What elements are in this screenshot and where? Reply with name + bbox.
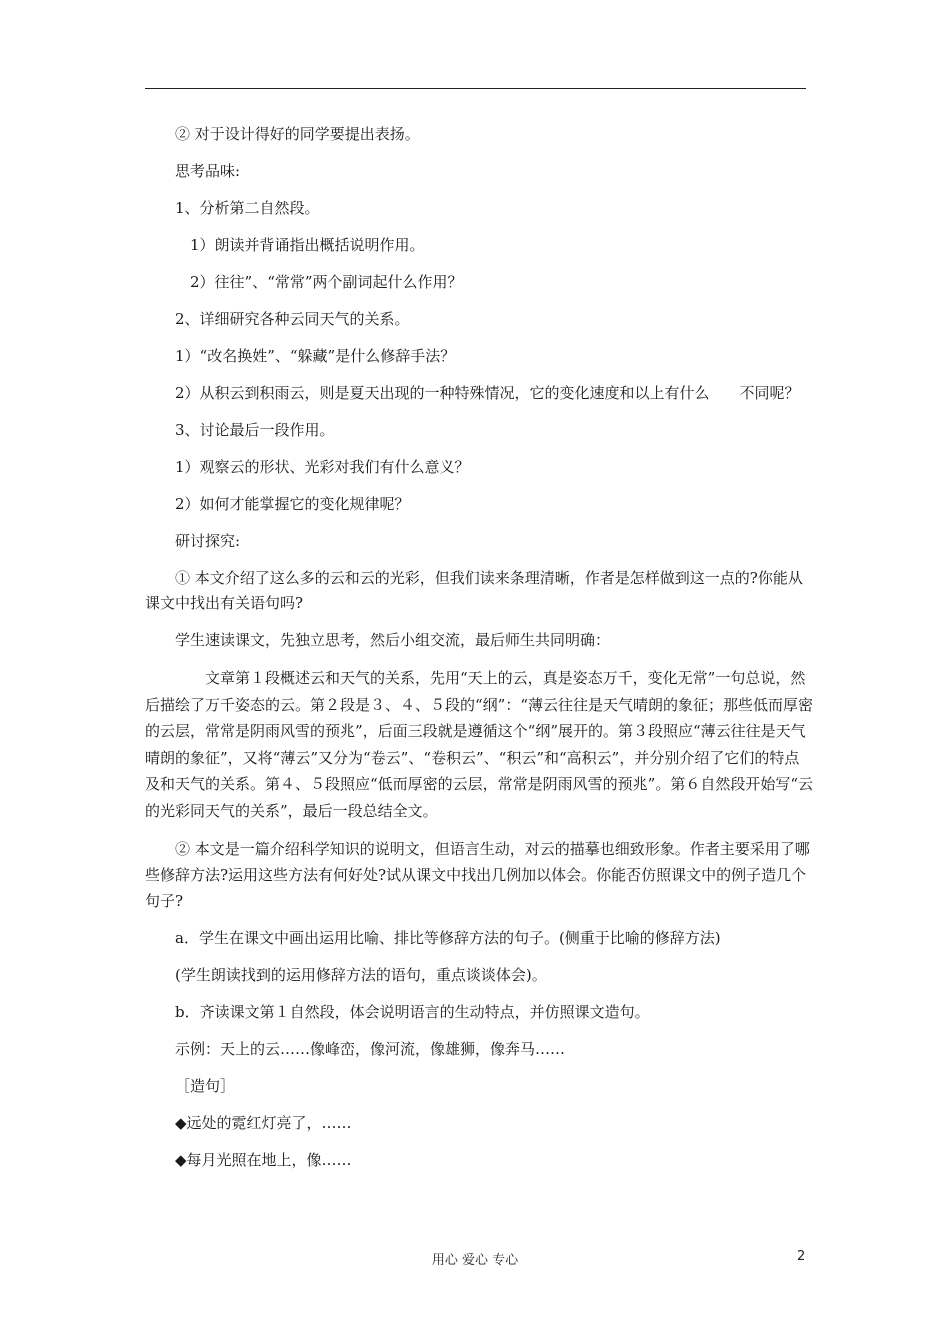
paragraph: ◆远处的霓红灯亮了，…… <box>175 1114 352 1132</box>
document-body <box>145 122 813 1185</box>
paragraph: ◆每月光照在地上，像…… <box>175 1151 352 1169</box>
paragraph: 研讨探究: <box>175 532 241 550</box>
paragraph: 1）观察云的形状、光彩对我们有什么意义？ <box>175 458 470 476</box>
paragraph: 2、详细研究各种云同天气的关系。 <box>175 310 410 328</box>
paragraph: 2）从积云到积雨云，则是夏天出现的一种特殊情况，它的变化速度和以上有什么 不同呢？ <box>175 384 800 402</box>
paragraph: ① 本文介绍了这么多的云和云的光彩，但我们读来条理清晰，作者是怎样做到这一点的?你能从课文中找出有关语句吗? <box>145 569 803 612</box>
page-number: 2 <box>797 1249 806 1264</box>
paragraph: (学生朗读找到的运用修辞方法的语句，重点谈谈体会)。 <box>175 966 547 984</box>
paragraph: ② 本文是一篇介绍科学知识的说明文，但语言生动，对云的描摹也细致形象。作者主要采用了哪些修辞方法?运用这些方法有何好处?试从课文中找出几例加以体会。你能否仿照课文中的例子造几个句子? <box>145 840 810 910</box>
paragraph: b．齐读课文第１自然段，体会说明语言的生动特点，并仿照课文造句。 <box>175 1003 650 1021</box>
paragraph: ② 对于设计得好的同学要提出表扬。 <box>175 125 420 143</box>
paragraph: 文章第１段概述云和天气的关系，先用“天上的云，真是姿态万千，变化无常”一句总说，然后描绘了万千姿态的云。第２段是３、４、５段的“纲”：“薄云往往是天气晴朗的象征；那些低而厚密的云层，常常是阴雨风雪的预兆”，后面三段就是遵循这个“纲”展开的。第３段照应“薄云往往是天气晴朗的象征”，又将“薄云”又分为“卷云”、“卷积云”、“积云”和“高积云”，并分别介绍了它们的特点及和天气的关系。第４、５段照应“低而厚密的云层，常常是阴雨风雪的预兆”。第６自然段开始写“云的光彩同天气的关系”，最后一段总结全文。 <box>145 669 814 820</box>
paragraph: 2）如何才能掌握它的变化规律呢？ <box>175 495 410 513</box>
paragraph: 示例：天上的云……像峰峦，像河流，像雄狮，像奔马…… <box>175 1040 566 1058</box>
paragraph: ［造句］ <box>175 1077 236 1095</box>
header-rule <box>145 88 806 89</box>
paragraph: 思考品味: <box>175 162 241 180</box>
paragraph: a．学生在课文中画出运用比喻、排比等修辞方法的句子。(侧重于比喻的修辞方法) <box>175 929 721 947</box>
paragraph: 1、分析第二自然段。 <box>175 199 320 217</box>
paragraph: 3、讨论最后一段作用。 <box>175 421 335 439</box>
paragraph: 1）朗读并背诵指出概括说明作用。 <box>190 236 425 254</box>
paragraph: 1）“改名换姓”、“躲藏”是什么修辞手法？ <box>175 347 456 365</box>
paragraph: 学生速读课文，先独立思考，然后小组交流，最后师生共同明确： <box>175 631 611 649</box>
footer-slogan: 用心 爱心 专心 <box>431 1253 519 1268</box>
paragraph: 2）往往”、“常常”两个副词起什么作用？ <box>190 273 463 291</box>
